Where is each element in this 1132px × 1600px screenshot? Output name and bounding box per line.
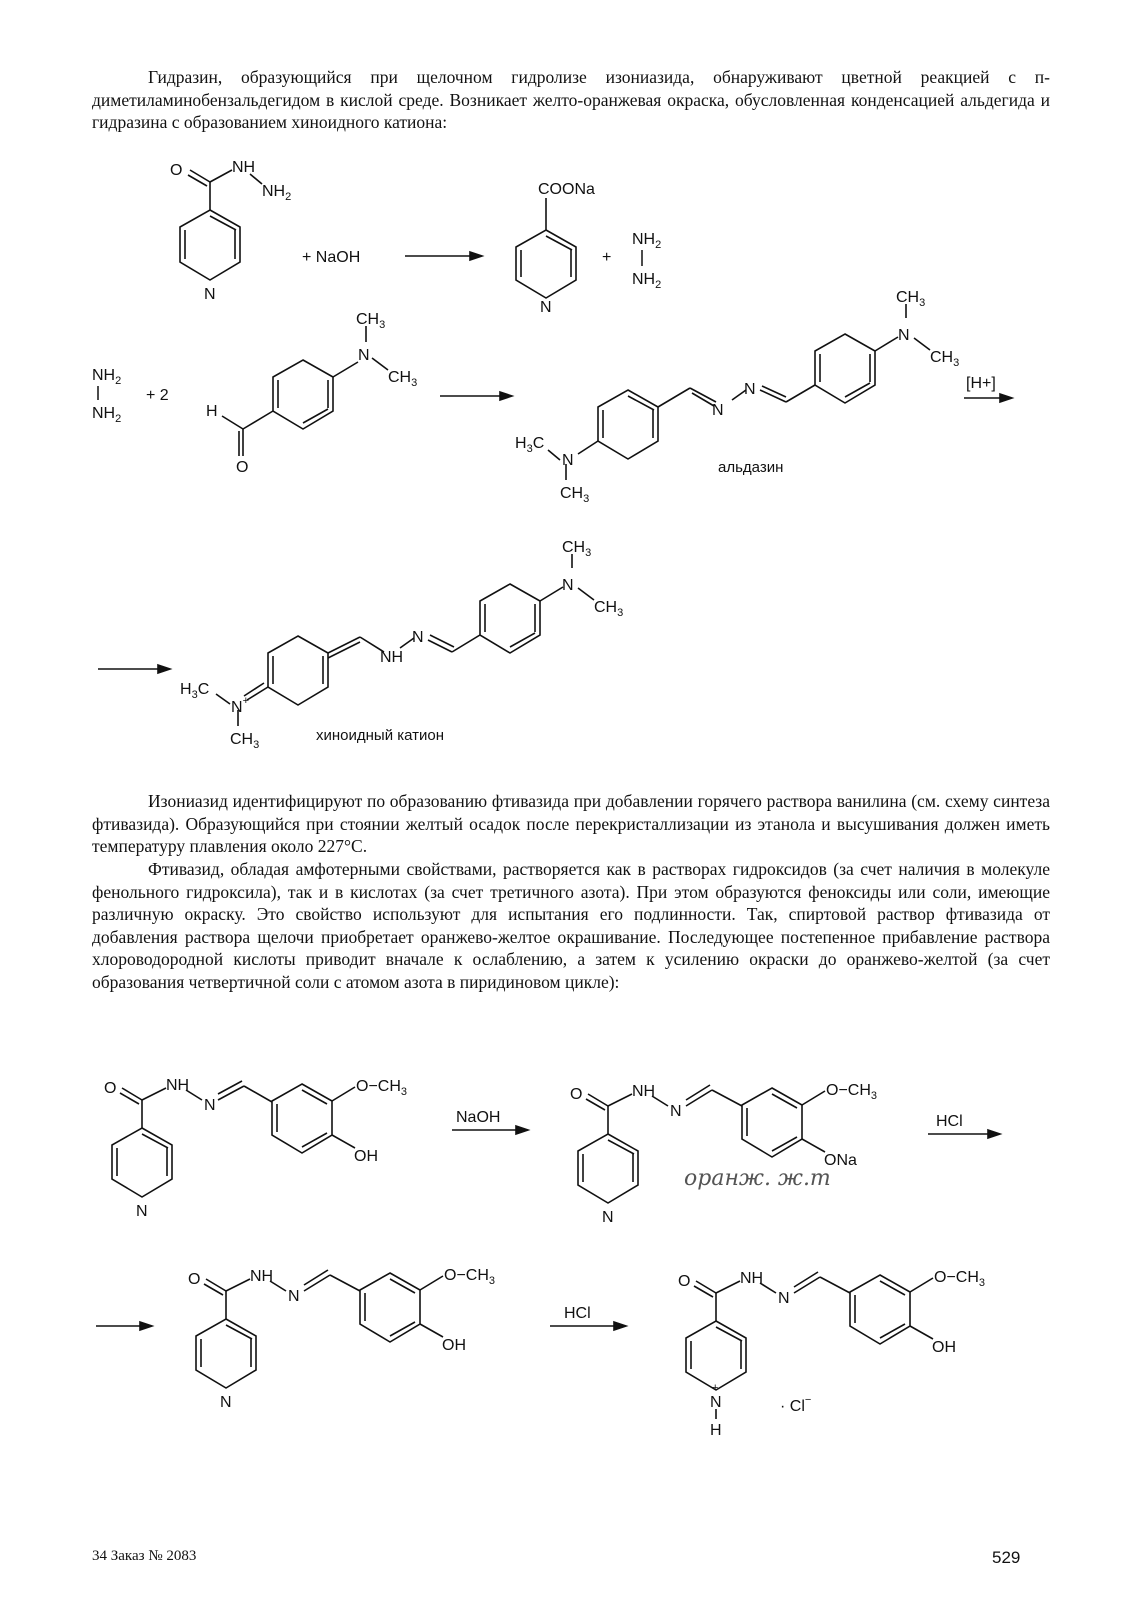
page-number: 529 <box>992 1548 1021 1567</box>
phenoxide-ona: ONa <box>824 1152 857 1169</box>
coona-label: COONa <box>538 181 595 198</box>
ftivazide-n: N <box>204 1097 216 1114</box>
salt-o: O <box>678 1273 691 1290</box>
isoniazid-nh2: $NH_2$ <box>262 183 292 203</box>
chloride-label: · Cl− <box>780 1394 812 1415</box>
hydrazine-nh2-a: $NH_2$ <box>92 367 122 387</box>
reaction-arrow-1 <box>405 252 482 260</box>
aldazine-ch3-bottom: $CH_3$ <box>560 485 590 505</box>
hcl-condition-label-2: HCl <box>564 1305 591 1322</box>
ftivazide-regenerated-structure <box>196 1270 443 1388</box>
phenoxide-pyridine-n: N <box>602 1209 614 1226</box>
dmab-ch3-top: $CH_3$ <box>356 311 386 331</box>
salt-h: H <box>710 1422 722 1439</box>
scheme-quinoid-cation <box>0 530 1132 755</box>
aldazine-n2: N <box>744 381 756 398</box>
reaction-arrow-6 <box>928 1130 1000 1138</box>
handwritten-note: оранж. ж.т <box>684 1166 831 1191</box>
reaction-arrow-8 <box>550 1322 626 1330</box>
ftivazide-o: O <box>104 1080 117 1097</box>
quinoid-n: N <box>412 629 424 646</box>
aldazine-n1: N <box>712 402 724 419</box>
dimethylaminobenzaldehyde-structure <box>222 326 388 456</box>
regen-nh: NH <box>250 1268 274 1285</box>
isoniazid-n: N <box>204 286 216 303</box>
scheme-ftivazide-row-1 <box>0 1030 1132 1226</box>
reaction-arrow-3 <box>964 394 1012 402</box>
ftivazide-och3: $O-CH_3$ <box>356 1078 408 1098</box>
quinoid-caption: хиноидный катион <box>316 727 445 744</box>
isonicotinate-n: N <box>540 299 552 316</box>
hcl-condition-label-1: HCl <box>936 1113 963 1130</box>
dmab-o: O <box>236 459 249 476</box>
isoniazid-o: O <box>170 162 183 179</box>
regen-o: O <box>188 1271 201 1288</box>
salt-n: N <box>778 1290 790 1307</box>
salt-pyridinium-n: N <box>710 1394 722 1411</box>
salt-nh: NH <box>740 1270 764 1287</box>
ftivazide-nh: NH <box>166 1077 190 1094</box>
quinoid-cation-structure <box>216 554 594 726</box>
dmab-h: H <box>206 403 218 420</box>
reaction-arrow-4 <box>98 665 170 673</box>
phenoxide-nh: NH <box>632 1083 656 1100</box>
aldazine-ch3-top: $CH_3$ <box>896 289 926 309</box>
salt-oh: OH <box>932 1339 956 1356</box>
sodium-isonicotinate-structure <box>516 198 576 298</box>
hydrazine-nh2-bottom: $NH_2$ <box>632 271 662 291</box>
phenoxide-o: O <box>570 1086 583 1103</box>
paragraph-1 <box>92 66 1050 134</box>
scheme-isoniazid-hydrolysis <box>0 150 1132 316</box>
regen-n: N <box>288 1288 300 1305</box>
reaction-arrow-7 <box>96 1322 152 1330</box>
hydrazine-nh2-b: $NH_2$ <box>92 405 122 425</box>
plus-two-label: + 2 <box>146 387 169 404</box>
plus-sign: + <box>602 249 612 266</box>
dmab-ch3-right: $CH_3$ <box>388 369 418 389</box>
phenoxide-och3: $O-CH_3$ <box>826 1082 878 1102</box>
salt-plus-charge: + <box>712 1382 719 1394</box>
scheme-aldazine-formation <box>0 290 1132 515</box>
quinoid-ch3-bottom: $CH_3$ <box>230 731 260 751</box>
quinoid-ch3-top: $CH_3$ <box>562 539 592 559</box>
quinoid-nh: NH <box>380 649 404 666</box>
footer-order-number: 34 Заказ № 2083 <box>92 1548 197 1564</box>
hydrazine-nh2-top: $NH_2$ <box>632 231 662 251</box>
quinoid-n-top: N <box>562 577 574 594</box>
scheme-ftivazide-row-2 <box>0 1225 1132 1439</box>
aldazine-structure <box>548 304 930 480</box>
ftivazide-oh: OH <box>354 1148 378 1165</box>
acid-condition-label: [H+] <box>966 375 996 392</box>
isoniazid-nh: NH <box>232 159 256 176</box>
ftivazide-structure <box>112 1081 355 1197</box>
reaction-arrow-5 <box>452 1126 528 1134</box>
quinoid-ch3-topright: $CH_3$ <box>594 599 624 619</box>
paragraph-2-text: Изониазид идентифицируют по образованию фтивазида при добавлении горячего раствора ванилина (см. схему синтеза фтивазида). Образующийся при стоянии желтый осадок после перекристаллизации из этанола и высушивания должен иметь температуру плавления около 227°С. <box>92 791 1050 856</box>
quinoid-h3c: $H_3C$ <box>180 681 210 701</box>
paragraph-2 <box>92 790 1050 858</box>
aldazine-ch3-topright: $CH_3$ <box>930 349 960 369</box>
aldazine-n-bottom: N <box>562 452 574 469</box>
regen-oh: OH <box>442 1337 466 1354</box>
naoh-condition-label: NaOH <box>456 1109 501 1126</box>
dmab-n: N <box>358 347 370 364</box>
paragraph-3 <box>92 858 1050 993</box>
phenoxide-n: N <box>670 1103 682 1120</box>
quinoid-n-plus: N+ <box>231 695 249 716</box>
aldazine-caption: альдазин <box>718 459 784 476</box>
ftivazide-pyridine-n: N <box>136 1203 148 1220</box>
aldazine-h3c: $H_3C$ <box>515 435 545 455</box>
reaction-arrow-2 <box>440 392 512 400</box>
aldazine-n-top: N <box>898 327 910 344</box>
regen-och3: $O-CH_3$ <box>444 1267 496 1287</box>
paragraph-3-text: Фтивазид, обладая амфотерными свойствами, растворяется как в растворах гидроксидов (за счет наличия в молекуле фенольного гидроксила), так и в кислотах (за счет третичного азота). При этом образуются феноксиды или соли, имеющие различную окраску. Это свойство используют для испытания его подлинности. Так, спиртовой раствор фтивазида от добавления раствора щелочи приобретает оранжево-желтое окрашивание. Последующее постепенное прибавление раствора хлороводородной кислоты приводит вначале к ослаблению, а затем к усилению окраски до оранжево-желтой (за счет образования четвертичной соли с атомом азота в пиридиновом цикле): <box>92 859 1050 992</box>
regen-pyridine-n: N <box>220 1394 232 1411</box>
salt-och3: $O-CH_3$ <box>934 1269 986 1289</box>
plus-naoh-label: + NaOH <box>302 249 361 266</box>
paragraph-1-text: Гидразин, образующийся при щелочном гидролизе изониазида, обнаруживают цветной реакцией с п-диметиламинобензальдегидом в кислой среде. Возникает желто-оранжевая окраска, обусловленная конденсацией альдегида и гидразина с образованием хиноидного катиона: <box>92 67 1050 132</box>
isoniazid-structure <box>180 170 262 280</box>
